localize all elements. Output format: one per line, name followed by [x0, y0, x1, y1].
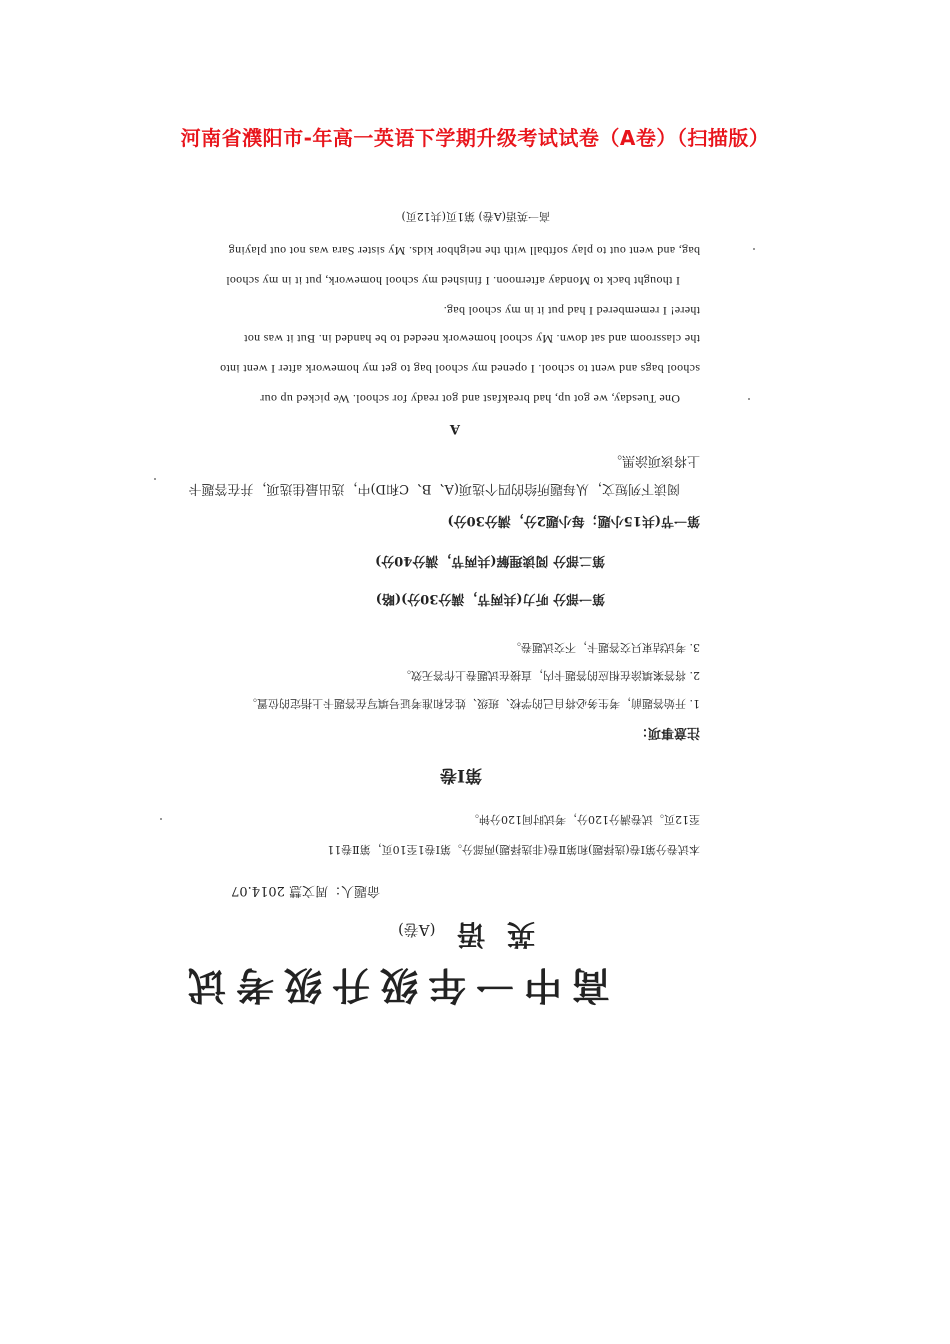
instruction-line-1: 阅读下列短文，从每题所给的四个选项(A、B、C和D)中，选出最佳选项，并在答题卡: [188, 481, 680, 496]
page-footer: 高一英语(A卷) 第1页(共12页): [401, 210, 550, 223]
scan-speck: [748, 398, 750, 400]
exam-variant: (A卷): [397, 921, 436, 939]
volume-heading: 第Ⅰ卷: [440, 765, 482, 785]
exam-title: 高中一年级升级考试: [177, 963, 610, 1008]
instruction-line-2: 上将该项涂黑。: [608, 453, 700, 468]
part-2-heading: 第二部分 阅读理解(共两节，满分40分): [375, 553, 605, 568]
passage-line-2: school bags and went to school. I opened my school bag to get my homework after I went into: [219, 362, 700, 376]
subject-name: 英 语: [451, 918, 535, 951]
document-title: 河南省濮阳市-年高一英语下学期升级考试试卷（A卷）（扫描版）: [180, 126, 770, 150]
section-1-heading: 第一节(共15小题；每小题2分，满分30分): [447, 513, 700, 528]
note-2: 2. 将答案填涂在相应的答题卡内，直接在试题卷上作答无效。: [400, 669, 700, 682]
scan-speck: [753, 248, 755, 250]
scan-speck: [160, 818, 162, 820]
scan-speck: [154, 478, 156, 480]
passage-line-3: the classroom and sat down. My school homework needed to be handed in. But it was not: [243, 332, 700, 346]
part-1-heading: 第一部分 听力(共两节，满分30分)(略): [375, 591, 605, 606]
passage-line-6: bag, and went out to play softball with the neighbor kids. My sister Sara was not out playing: [228, 244, 700, 258]
passage-label: A: [449, 421, 460, 436]
passage-line-4: there! I remembered I had put it in my school bag.: [443, 304, 700, 318]
passage-line-5: I thought back to Monday afternoon. I finished my school homework, put it in my school: [225, 274, 680, 288]
scanned-exam-page: [140, 200, 760, 1040]
passage-line-1: One Tuesday, we got up, had breakfast and got ready for school. We picked up our: [260, 392, 680, 406]
exam-subject: [398, 916, 535, 956]
note-1: 1. 开始答题前，考生务必将自己的学校、班级、姓名和准考证号填写在答题卡上指定的位置。: [246, 697, 700, 710]
note-3: 3. 考试结束只交答题卡，不交试题卷。: [510, 641, 700, 654]
notes-heading: 注意事项：: [634, 725, 700, 740]
intro-line-1: 本试卷分第Ⅰ卷(选择题)和第Ⅱ卷(非选择题)两部分。第Ⅰ卷1至10页，第Ⅱ卷11: [327, 843, 700, 856]
exam-meta: 命题人：周文慧 2014.07: [231, 883, 380, 898]
intro-line-2: 至12页。试卷满分120分，考试时间120分钟。: [468, 813, 700, 826]
